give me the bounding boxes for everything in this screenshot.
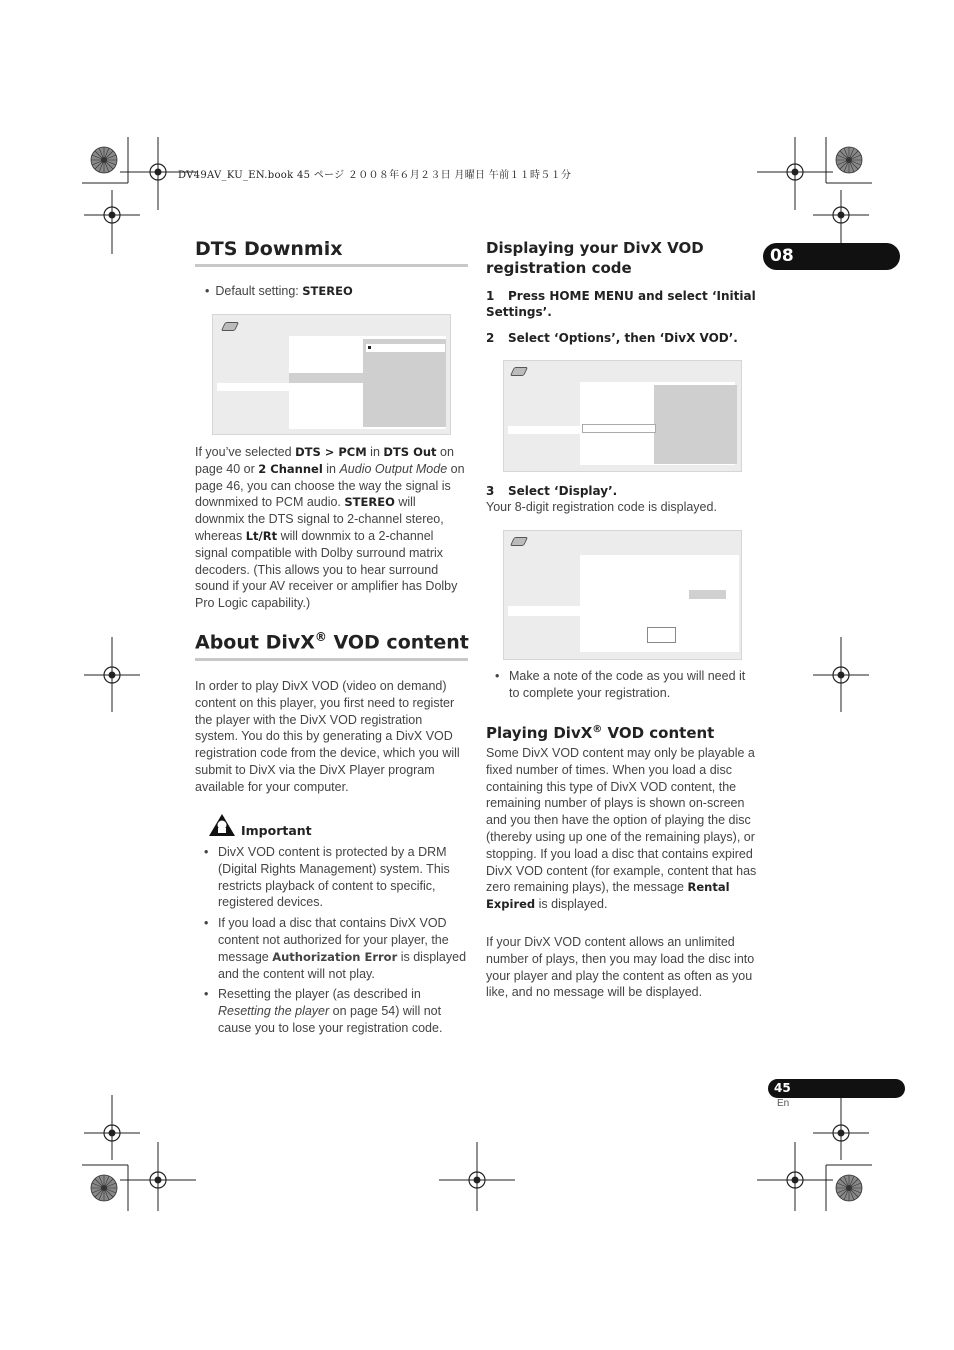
screen-selected-row bbox=[582, 424, 656, 433]
playing-paragraph-2: If your DivX VOD content allows an unlimited number of plays, then you may load the disc into your player and play the content as often as you like, and no message will be displayed. bbox=[486, 935, 755, 1000]
about-divx-heading bbox=[195, 630, 469, 653]
dts-paragraph-run: Audio Output Mode bbox=[339, 461, 448, 476]
step-3-text: Select ‘Display’. bbox=[508, 484, 618, 498]
page-number-tab: 45 bbox=[768, 1079, 905, 1098]
screen-option-panel bbox=[363, 339, 446, 427]
default-setting-line: • Default setting: STEREO bbox=[205, 284, 353, 298]
playing-paragraph-1 bbox=[486, 745, 758, 913]
dts-paragraph-run: If you’ve selected bbox=[195, 445, 296, 459]
dts-paragraph-run: on page 40 or bbox=[195, 445, 454, 476]
important-list bbox=[196, 844, 468, 1041]
step-3 bbox=[486, 483, 756, 499]
important-item-run: Authorization Error bbox=[272, 949, 398, 964]
chapter-number-tab: 08 bbox=[763, 243, 900, 270]
about-divx-paragraph: In order to play DivX VOD (video on demand) content on this player, you first need to register the player with the DivX VOD registration system. You do this by generating a DivX VOD registration code from the device, which you will submit to DivX via the DivX Player program available for your computer. bbox=[195, 679, 460, 794]
dts-paragraph-run: will downmix the DTS signal to 2-channel stereo, whereas bbox=[195, 495, 444, 543]
step-3-description: Your 8-digit registration code is displayed. bbox=[486, 500, 717, 514]
warning-icon bbox=[208, 813, 236, 837]
dts-downmix-heading: DTS Downmix bbox=[195, 238, 343, 260]
dts-paragraph-run: on page 46, you can choose the way the signal is downmixed to PCM audio. bbox=[195, 461, 465, 510]
playing-divx-title-post: VOD content bbox=[602, 724, 715, 742]
screen-option-dot bbox=[368, 346, 371, 349]
language-label: En bbox=[777, 1098, 790, 1109]
display-note: • Make a note of the code as you will need it to complete your registration. bbox=[487, 668, 759, 702]
dts-paragraph-run: DTS Out bbox=[383, 445, 437, 459]
playing-divx-title-pre: Playing DivX bbox=[486, 724, 593, 742]
step-2 bbox=[486, 330, 756, 346]
default-setting-value: STEREO bbox=[302, 284, 353, 298]
important-item-run: Resetting the player (as described in bbox=[218, 987, 421, 1002]
playing-divx-registered-mark: ® bbox=[592, 724, 603, 735]
playing-paragraph-run: is displayed. bbox=[535, 897, 608, 912]
dts-downmix-paragraph bbox=[195, 444, 468, 612]
dts-downmix-screen bbox=[212, 314, 451, 435]
about-divx-title-post: VOD content bbox=[326, 631, 469, 654]
screen-left-row bbox=[508, 606, 580, 616]
playing-paragraph-run: Rental Expired bbox=[486, 880, 730, 912]
dts-paragraph-run: will downmix to a 2-channel signal compatible with Dolby surround matrix decoders. (This allows you to hear surround sound if your AV receiver or amplifier has Dolby Pro Logic capability.) bbox=[195, 528, 458, 611]
screen-option-panel bbox=[654, 385, 737, 464]
display-code-heading: Displaying your DivX VOD registration code bbox=[486, 239, 704, 277]
heading-rule bbox=[195, 658, 468, 661]
screen-ok-button bbox=[647, 627, 676, 643]
important-item-run: Resetting the player bbox=[218, 1004, 330, 1019]
screen-option-highlight bbox=[366, 344, 445, 352]
registration-code-screen bbox=[503, 530, 742, 660]
step-1 bbox=[486, 288, 756, 320]
display-note-list bbox=[487, 668, 759, 706]
dts-paragraph-run: in bbox=[322, 461, 340, 476]
step-1-text: Press HOME MENU and select ‘Initial Settings’. bbox=[486, 289, 756, 319]
dts-paragraph-run: Lt/Rt bbox=[245, 528, 278, 543]
step-1-number: 1 bbox=[486, 289, 495, 303]
important-item bbox=[196, 844, 468, 911]
divx-vod-screen bbox=[503, 360, 742, 472]
screen-left-row bbox=[217, 383, 289, 391]
playing-divx-heading bbox=[486, 720, 756, 743]
screen-code-field bbox=[689, 590, 726, 599]
screen-selected-row bbox=[289, 373, 363, 383]
book-header-line: DV49AV_KU_EN.book 45 ページ ２００８年６月２３日 月曜日 午前１１時５１分 bbox=[178, 170, 572, 181]
important-item-run: DivX VOD content is protected by a DRM (Digital Rights Management) system. This restricts playback of content to specific, registered devices. bbox=[218, 845, 450, 910]
disc-icon bbox=[221, 322, 239, 331]
important-item-run: If you load a disc that contains DivX VOD content not authorized for your player, the message bbox=[218, 916, 449, 964]
step-3-number: 3 bbox=[486, 484, 495, 498]
dts-paragraph-run: STEREO bbox=[344, 495, 395, 510]
default-setting-label: Default setting: bbox=[215, 284, 303, 298]
important-item bbox=[196, 986, 468, 1036]
important-item bbox=[196, 915, 468, 982]
important-heading: Important bbox=[241, 823, 312, 838]
important-item-run: on page 54) will not cause you to lose your registration code. bbox=[218, 1004, 443, 1035]
about-divx-registered-mark: ® bbox=[314, 630, 327, 644]
step-2-number: 2 bbox=[486, 331, 495, 345]
about-divx-title-pre: About DivX bbox=[195, 631, 315, 654]
playing-paragraph-run: Some DivX VOD content may only be playable a fixed number of times. When you load a disc containing this type of DivX VOD content, the remaining number of plays is shown on-screen and you then have the option of playing the disc (thereby using up one of the remaining plays), or stopping. If you load a disc that contains expired DivX VOD content (for example, content that has zero remaining plays), the message bbox=[486, 746, 757, 895]
important-item-run: is displayed and the content will not play. bbox=[218, 949, 467, 981]
screen-left-row bbox=[508, 426, 580, 434]
disc-icon bbox=[510, 367, 528, 376]
disc-icon bbox=[510, 537, 528, 546]
step-2-text: Select ‘Options’, then ‘DivX VOD’. bbox=[508, 331, 738, 345]
dts-paragraph-run: DTS > PCM bbox=[295, 445, 367, 459]
dts-paragraph-run: in bbox=[366, 445, 384, 459]
dts-paragraph-run: 2 Channel bbox=[258, 461, 323, 476]
heading-rule bbox=[195, 264, 468, 267]
